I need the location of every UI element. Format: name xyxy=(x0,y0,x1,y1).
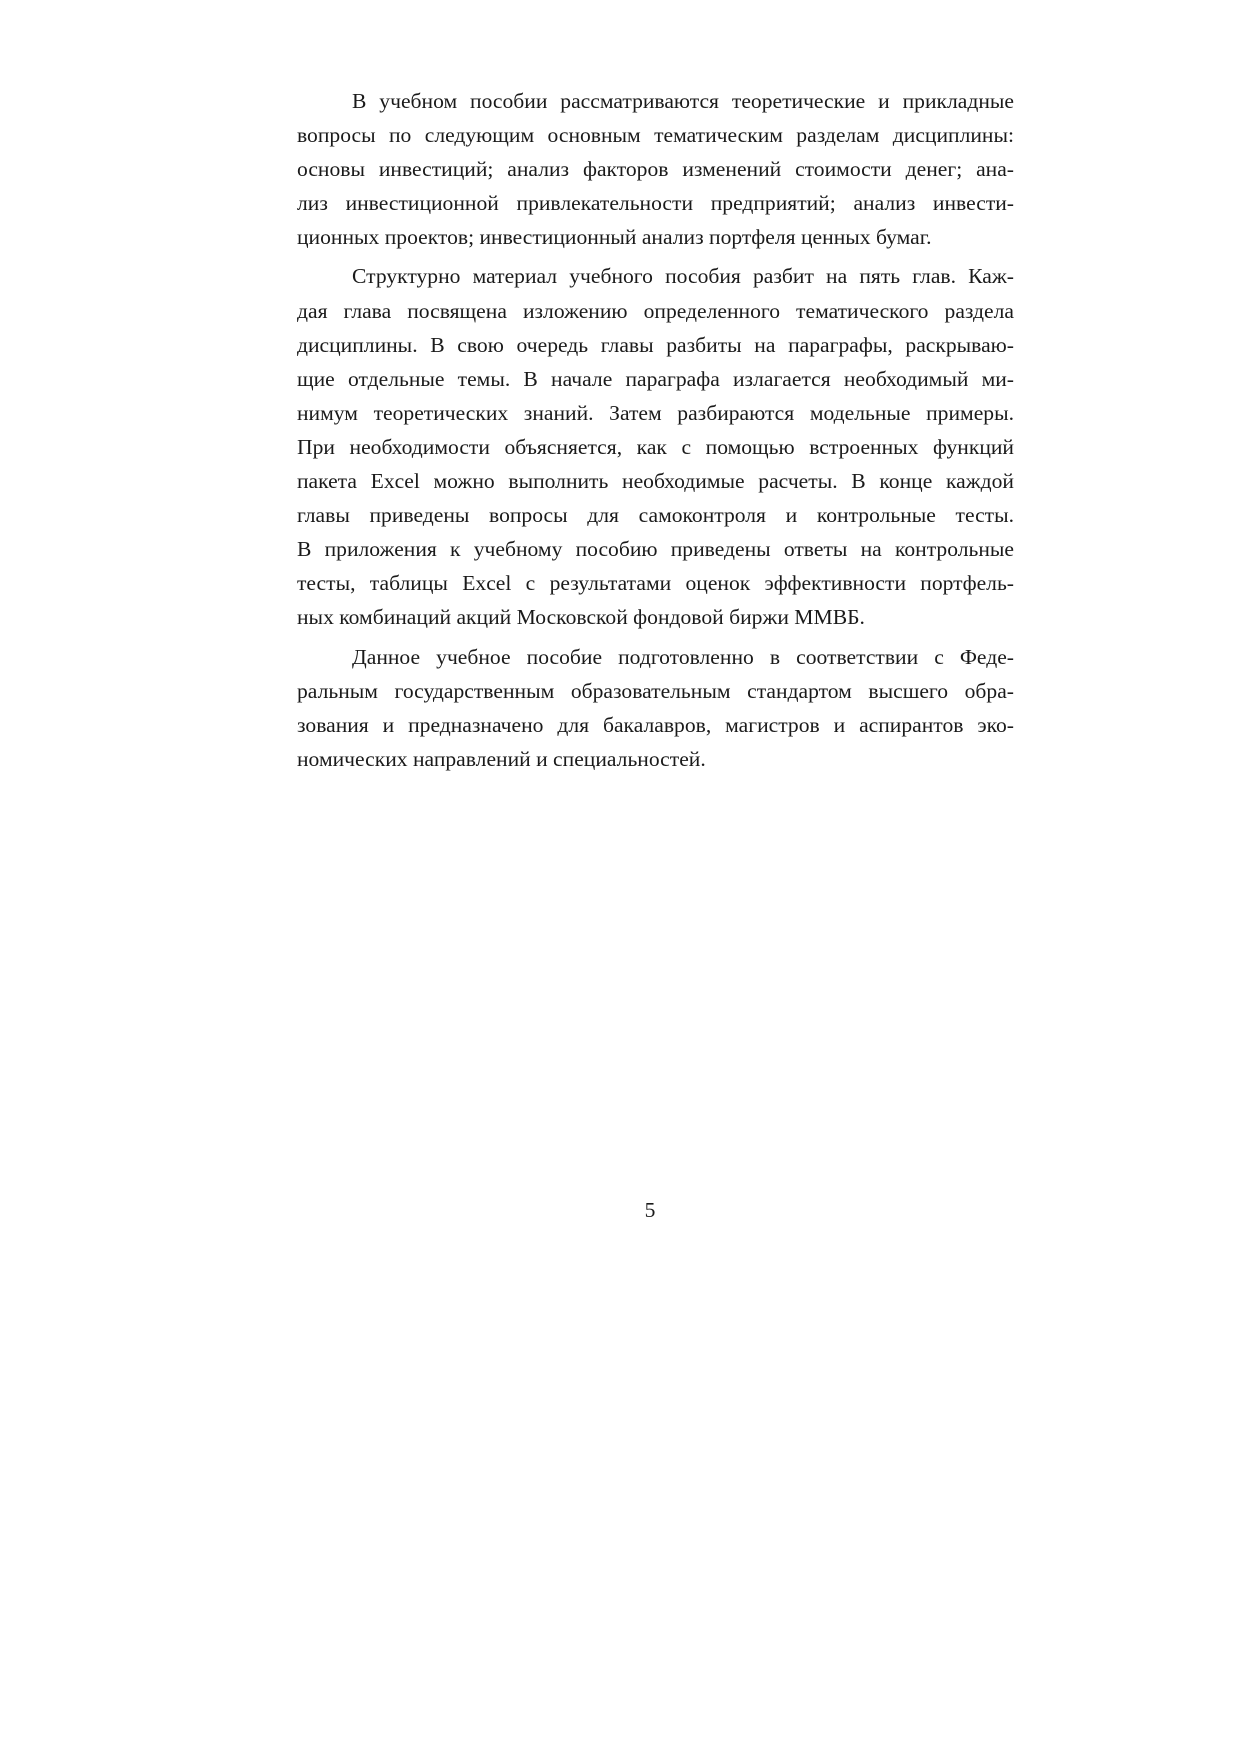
text-line: ционных проектов; инвестиционный анализ портфеля ценных бумаг. xyxy=(297,225,932,250)
text-line: ральным государственным образовательным стандартом высшего обра- xyxy=(297,678,1014,703)
text-line: зования и предназначено для бакалавров, магистров и аспирантов эко- xyxy=(297,712,1014,737)
body-text xyxy=(297,84,1014,781)
text-line: номических направлений и специальностей. xyxy=(297,746,706,771)
text-line: Данное учебное пособие подготовленно в соответствии с Феде- xyxy=(352,644,1014,669)
text-line: главы приведены вопросы для самоконтроля и контрольные тесты. xyxy=(297,503,1014,528)
text-line: нимум теоретических знаний. Затем разбираются модельные примеры. xyxy=(297,400,1014,425)
text-line: тесты, таблицы Excel с результатами оценок эффективности портфель- xyxy=(297,571,1014,596)
paragraph-standard xyxy=(297,640,1014,776)
text-line: При необходимости объясняется, как с помощью встроенных функций xyxy=(297,434,1014,459)
text-line: пакета Excel можно выполнить необходимые расчеты. В конце каждой xyxy=(297,469,1014,494)
text-line: щие отдельные темы. В начале параграфа излагается необходимый ми- xyxy=(297,366,1014,391)
text-line: основы инвестиций; анализ факторов изменений стоимости денег; ана- xyxy=(297,157,1014,182)
paragraph-structure xyxy=(297,259,1014,634)
text-line: дая глава посвящена изложению определенного тематического раздела xyxy=(297,298,1014,323)
paragraph-intro xyxy=(297,84,1014,254)
text-line: лиз инвестиционной привлекательности предприятий; анализ инвести- xyxy=(297,191,1014,216)
text-line: Структурно материал учебного пособия разбит на пять глав. Каж- xyxy=(352,264,1014,289)
text-line: дисциплины. В свою очередь главы разбиты на параграфы, раскрываю- xyxy=(297,332,1014,357)
text-line: В учебном пособии рассматриваются теоретические и прикладные xyxy=(352,89,1014,113)
text-line: ных комбинаций акций Московской фондовой биржи ММВБ. xyxy=(297,605,865,630)
text-line: вопросы по следующим основным тематическим разделам дисциплины: xyxy=(297,123,1014,148)
text-line: В приложения к учебному пособию приведены ответы на контрольные xyxy=(297,537,1014,562)
page-number: 5 xyxy=(644,1198,656,1222)
